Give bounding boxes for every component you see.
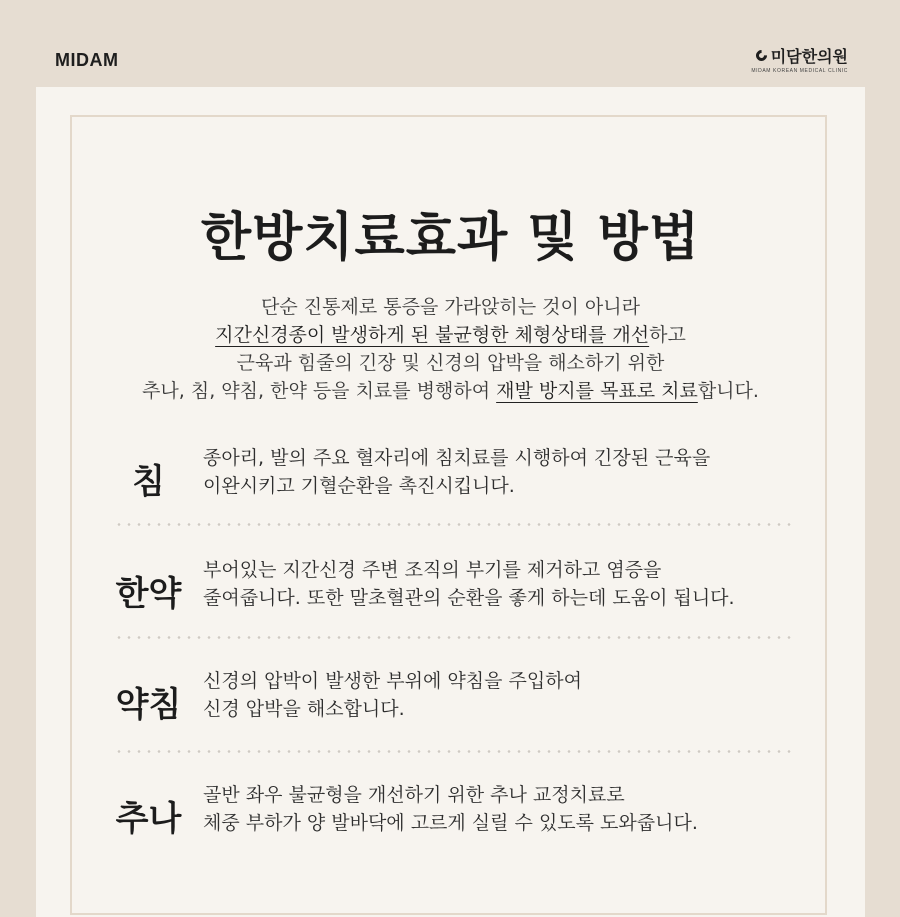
intro-line-1: 단순 진통제로 통증을 가라앉히는 것이 아니라: [261, 296, 640, 318]
clinic-logo: [751, 44, 848, 74]
treatment-description: [203, 781, 698, 837]
intro-line-4: [36, 377, 865, 405]
treatment-label: 추나: [115, 799, 182, 839]
dotted-divider: [114, 636, 794, 639]
page-title: 한방치료효과 및 방법: [200, 208, 701, 268]
treatment-description-line: 줄여줍니다. 또한 말초혈관의 순환을 좋게 하는데 도움이 됩니다.: [203, 587, 735, 609]
dotted-divider: [114, 523, 794, 526]
treatment-label: 한약: [115, 574, 182, 614]
intro-highlight-2: 재발 방지를 목표로 치료: [496, 380, 698, 402]
treatment-description-line: 신경의 압박이 발생한 부위에 약침을 주입하여: [203, 670, 582, 692]
intro-line-4-post: 합니다.: [697, 380, 759, 402]
treatment-label: 약침: [115, 685, 182, 725]
clinic-name: 미담한의원: [770, 47, 848, 66]
intro-line-2-rest: 하고: [649, 324, 686, 346]
content-card: [36, 87, 865, 917]
treatment-description: [203, 667, 582, 723]
treatment-description: [203, 556, 735, 612]
treatment-description-line: 부어있는 지간신경 주변 조직의 부기를 제거하고 염증을: [203, 559, 662, 581]
treatment-description-line: 종아리, 발의 주요 혈자리에 침치료를 시행하여 긴장된 근육을: [203, 447, 711, 469]
intro-line-4-pre: 추나, 침, 약침, 한약 등을 치료를 병행하여: [142, 380, 497, 402]
treatment-description-line: 골반 좌우 불균형을 개선하기 위한 추나 교정치료로: [203, 784, 625, 806]
intro-line-2: [36, 321, 865, 349]
dotted-divider: [114, 750, 794, 753]
treatment-label: 침: [132, 462, 165, 502]
intro-paragraph: [36, 293, 865, 405]
intro-line-3: 근육과 힘줄의 긴장 및 신경의 압박을 해소하기 위한: [236, 352, 665, 374]
treatment-description-line: 신경 압박을 해소합니다.: [203, 698, 405, 720]
clinic-name-english: MIDAM KOREAN MEDICAL CLINIC: [751, 68, 848, 74]
treatment-description-line: 이완시키고 기혈순환을 촉진시킵니다.: [203, 475, 515, 497]
treatment-description-line: 체중 부하가 양 발바닥에 고르게 실릴 수 있도록 도와줍니다.: [203, 812, 698, 834]
intro-highlight-1: 지간신경종이 발생하게 된 불균형한 체형상태를 개선: [215, 324, 650, 346]
clinic-logo-icon: [753, 48, 769, 64]
brand-logo-text: MIDAM: [55, 50, 119, 70]
treatment-description: [203, 444, 710, 500]
